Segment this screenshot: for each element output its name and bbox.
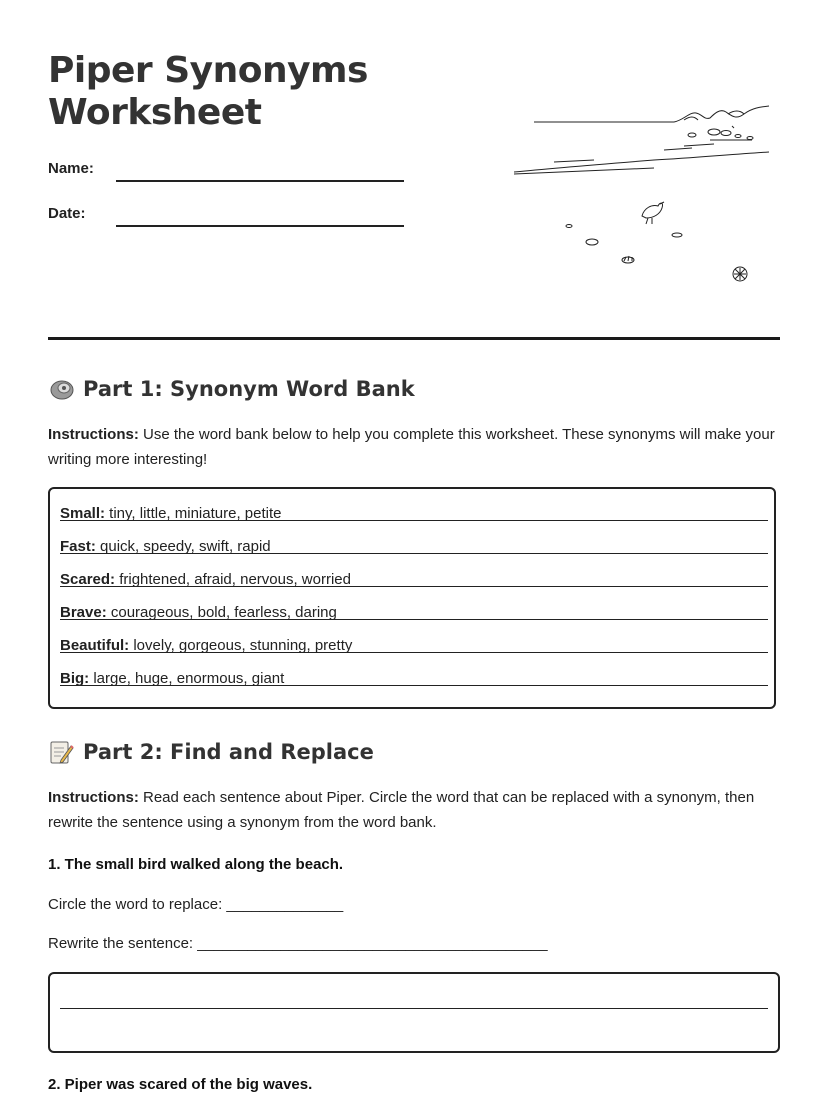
word-bank-box [48, 487, 776, 709]
question-1-sentence: 1. The small bird walked along the beach. [48, 856, 344, 873]
question-2-sentence: 2. Piper was scared of the big waves. [48, 1076, 313, 1093]
part1-instructions [48, 422, 780, 472]
part1-heading-text: Part 1: Synonym Word Bank [83, 377, 415, 401]
beach-illustration [514, 98, 776, 290]
word-bank-term: Scared: [60, 571, 116, 588]
word-bank-row [60, 656, 768, 686]
page-title: Piper Synonyms Worksheet [48, 50, 368, 133]
part1-instructions-label: Instructions: [48, 426, 139, 443]
word-bank-term: Big: [60, 670, 90, 687]
part2-heading-text: Part 2: Find and Replace [83, 740, 374, 764]
header-divider [48, 337, 780, 340]
word-bank-synonyms: tiny, little, miniature, petite [105, 505, 282, 522]
word-bank-term: Small: [60, 505, 106, 522]
question-1-rewrite-prompt[interactable]: Rewrite the sentence: __________________________________________ [48, 935, 548, 952]
word-bank-row [60, 623, 768, 653]
word-bank-term: Brave: [60, 604, 107, 621]
word-bank-synonyms: large, huge, enormous, giant [89, 670, 285, 687]
word-bank-synonyms: frightened, afraid, nervous, worried [115, 571, 351, 588]
word-bank-synonyms: courageous, bold, fearless, daring [106, 604, 337, 621]
part2-instructions-label: Instructions: [48, 789, 139, 806]
name-label: Name: [48, 160, 94, 177]
word-bank-synonyms: lovely, gorgeous, stunning, pretty [129, 637, 353, 654]
date-write-line[interactable] [116, 225, 404, 227]
word-bank-row [60, 491, 768, 521]
part2-instructions-text: Read each sentence about Piper. Circle the word that can be replaced with a synonym, then rewrite the sentence using a synonym from the word bank. [48, 789, 755, 831]
part1-instructions-text: Use the word bank below to help you complete this worksheet. These synonyms will make your writing more interesting! [48, 426, 775, 468]
name-field[interactable] [48, 160, 408, 190]
date-field[interactable] [48, 205, 408, 235]
word-bank-synonyms: quick, speedy, swift, rapid [95, 538, 271, 555]
question-1-circle-prompt[interactable]: Circle the word to replace: ______________ [48, 896, 344, 913]
part1-heading [48, 375, 780, 403]
answer-write-line[interactable] [60, 1008, 768, 1009]
name-write-line[interactable] [116, 180, 404, 182]
shell-icon [48, 376, 74, 402]
word-bank-row [60, 590, 768, 620]
word-bank-term: Fast: [60, 538, 96, 555]
part2-instructions [48, 785, 780, 835]
memo-icon [48, 739, 74, 765]
part2-heading [48, 738, 780, 766]
word-bank-row [60, 557, 768, 587]
word-bank-term: Beautiful: [60, 637, 130, 654]
word-bank-row [60, 524, 768, 554]
date-label: Date: [48, 205, 86, 222]
question-1-answer-box[interactable] [48, 972, 780, 1053]
